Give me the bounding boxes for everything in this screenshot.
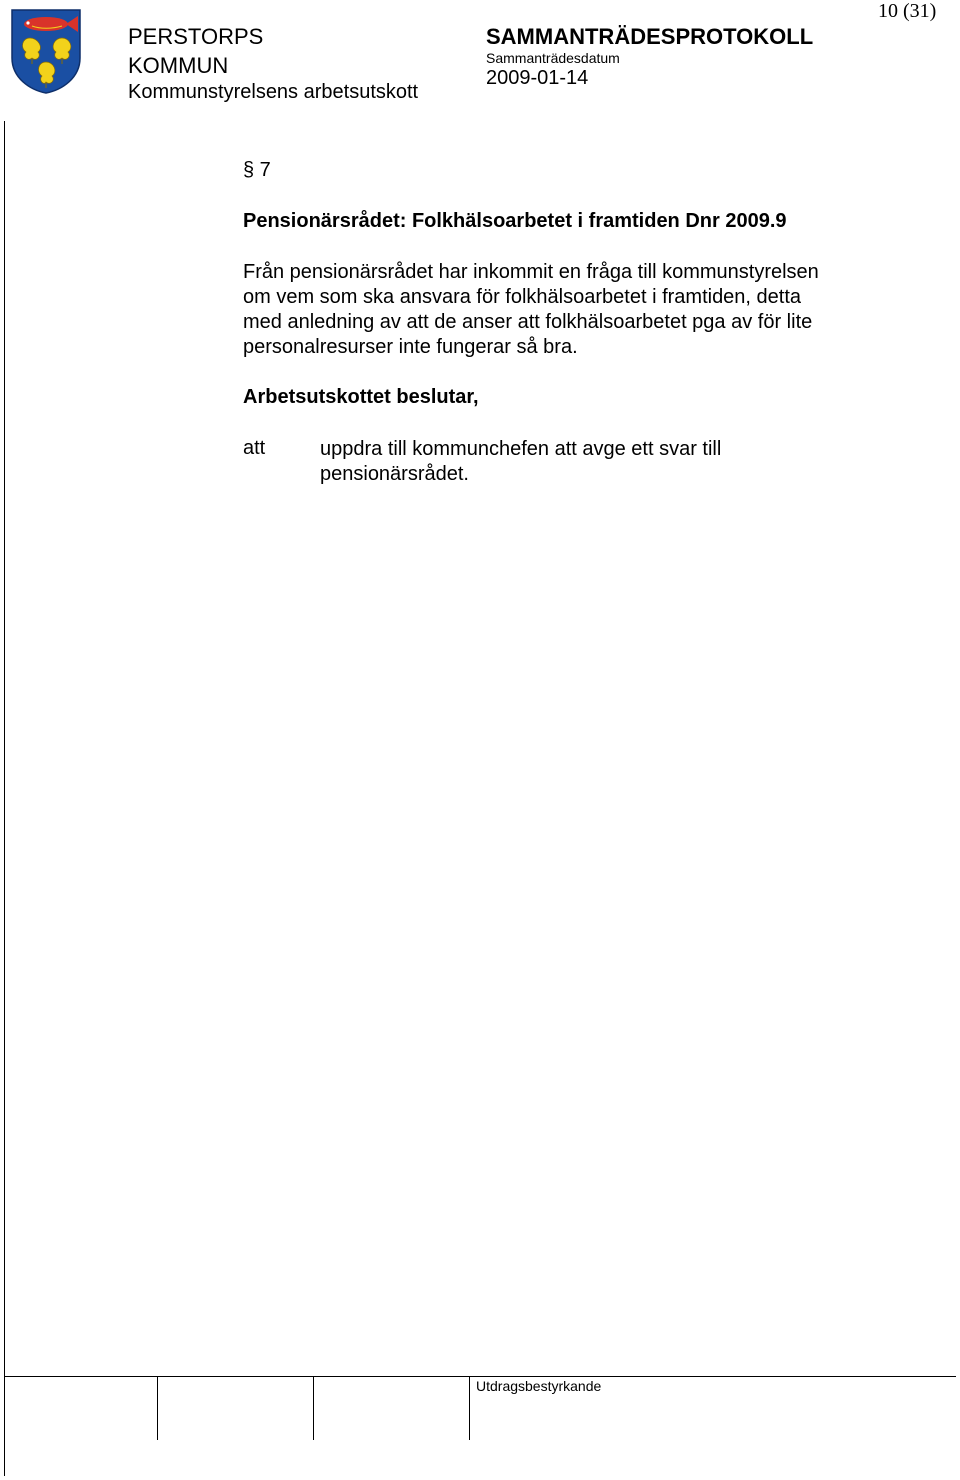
- organization-type: KOMMUN: [128, 53, 229, 78]
- margin-rule: [4, 121, 5, 1476]
- signature-box-divider: [469, 1376, 470, 1440]
- paragraph-line: personalresurser inte fungerar så bra.: [243, 336, 578, 358]
- meeting-date-label: Sammanträdesdatum: [486, 50, 620, 66]
- section-heading: Pensionärsrådet: Folkhälsoarbetet i framtiden Dnr 2009.9: [243, 210, 787, 232]
- paragraph-line: om vem som ska ansvara för folkhälsoarbetet i framtiden, detta: [243, 286, 802, 308]
- page-number: 10 (31): [878, 0, 937, 22]
- document-title: SAMMANTRÄDESPROTOKOLL: [486, 24, 814, 49]
- committee-name: Kommunstyrelsens arbetsutskott: [128, 81, 419, 103]
- organization-name: PERSTORPS: [128, 24, 264, 49]
- decision-heading: Arbetsutskottet beslutar,: [243, 386, 479, 408]
- signature-box-divider: [313, 1376, 314, 1440]
- footer-divider: [4, 1376, 956, 1377]
- paragraph-line: Från pensionärsrådet har inkommit en fråga till kommunstyrelsen: [243, 261, 819, 283]
- section-number: § 7: [243, 159, 271, 181]
- decision-text-line: uppdra till kommunchefen att avge ett svar till: [320, 438, 722, 460]
- signature-box-divider: [157, 1376, 158, 1440]
- decision-text-line: pensionärsrådet.: [320, 463, 469, 485]
- paragraph-line: med anledning av att de anser att folkhälsoarbetet pga av för lite: [243, 311, 813, 333]
- coat-of-arms-icon: [10, 8, 82, 94]
- meeting-date: 2009-01-14: [486, 67, 589, 89]
- decision-label: att: [243, 437, 266, 459]
- extract-certification-label: Utdragsbestyrkande: [476, 1378, 602, 1394]
